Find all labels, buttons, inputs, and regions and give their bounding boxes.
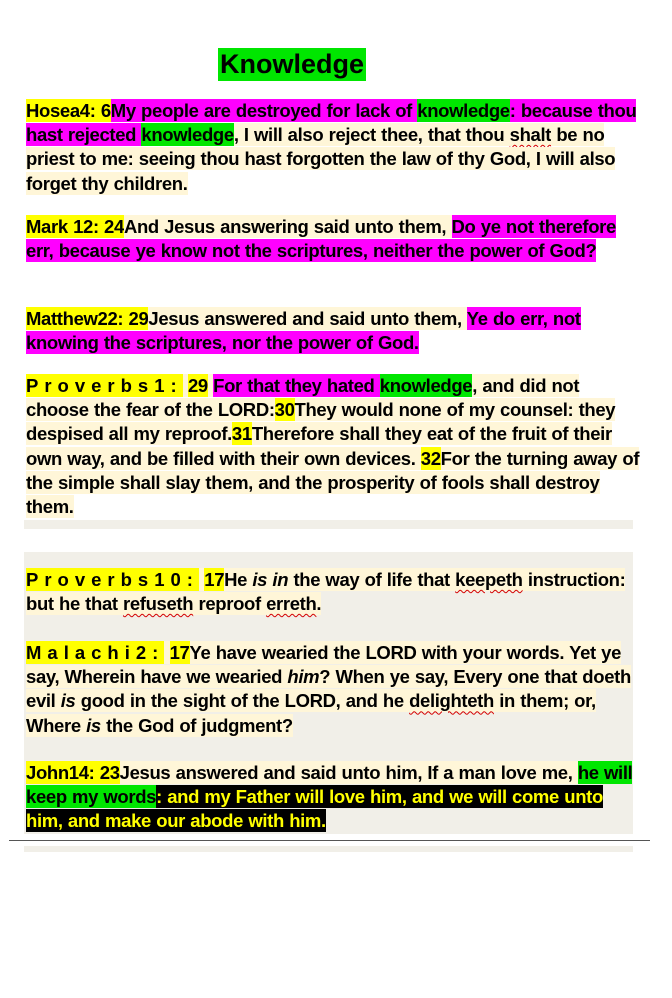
verse-paragraph-malachi (26, 641, 641, 738)
verse-reference: 30 (274, 399, 295, 421)
verse-text: delighteth (409, 690, 494, 712)
verse-text: And Jesus answering said unto them, (123, 216, 452, 237)
highlighted-keyword: knowledge (141, 124, 234, 146)
verse-reference: Hosea4: 6 (26, 100, 111, 121)
verse-text: Jesus answered and said unto him, If a man love me, (119, 762, 578, 783)
verse-text: is in (252, 569, 289, 590)
verse-reference: Matthew22: 29 (26, 308, 149, 329)
verse-text: , I will also reject thee, that thou (233, 124, 510, 146)
verse-reference: 31 (231, 423, 252, 445)
highlighted-keyword: he will keep my words (26, 762, 633, 808)
verse-paragraph-proverbs-10 (26, 568, 641, 616)
verse-text: Ye have wearied the LORD with your words. Yet ye say, Wherein have we wearied (26, 642, 622, 688)
highlighted-keyword: knowledge (379, 375, 473, 396)
verse-text: be no priest to me: seeing thou hast forgotten the law of thy God, I will also forget thy children. (26, 124, 616, 194)
verse-text: He (224, 569, 253, 590)
horizontal-rule (9, 840, 650, 841)
verse-paragraph-mark (26, 215, 641, 263)
verse-reference: Mark 12: 24 (26, 216, 124, 237)
verse-text: in them; or, Where (26, 690, 596, 736)
verse-reference: Proverbs1: (26, 375, 183, 396)
verse-text: Therefore shall they eat of the fruit of their own way, and be filled with their own devices. (26, 423, 612, 469)
highlighted-keyword: knowledge (417, 100, 510, 121)
verse-text: shalt (509, 124, 552, 146)
verse-text: refuseth (122, 593, 194, 615)
verse-reference: Proverbs10: (26, 569, 199, 590)
verse-paragraph-matthew (26, 307, 641, 355)
verse-text (164, 641, 169, 664)
highlighted-text: : and my Father will love him, and we will come unto him, and make our abode with him. (26, 786, 603, 832)
verse-text: is (60, 690, 76, 712)
verse-text: Jesus answered and said unto them, (148, 308, 467, 329)
verse-text: ? When ye say, Every one that doeth evil (26, 666, 631, 712)
verse-reference: 32 (420, 447, 441, 469)
verse-text: keepeth (455, 569, 523, 590)
document-title: Knowledge (220, 49, 365, 79)
verse-text: good in the sight of the LORD, and he (75, 690, 410, 712)
verse-paragraph-hosea (26, 99, 641, 196)
verse-text: . (316, 593, 322, 615)
page-shading-band (24, 846, 633, 852)
verse-text: the way of life that (288, 569, 456, 590)
highlighted-text: For that they hated (213, 375, 380, 396)
verse-text: For the turning away of the simple shall slay them, and the prosperity of fools shall destroy them. (26, 447, 640, 518)
verse-reference: John14: 23 (26, 762, 120, 783)
highlighted-text: : because thou hast rejected (26, 100, 637, 146)
verse-text: , and did not choose the fear of the LORD: (26, 375, 580, 421)
verse-text: instruction: but he that (26, 569, 626, 615)
verse-reference: 29 (187, 375, 208, 396)
verse-text: him (287, 666, 320, 688)
verse-reference: Malachi2: (26, 642, 165, 663)
verse-text: reproof (193, 593, 267, 615)
verse-text: erreth (266, 593, 317, 615)
verse-text: the God of judgment? (100, 714, 293, 736)
verse-reference: 17 (169, 642, 190, 663)
page-shading-band (24, 520, 633, 529)
highlighted-text: My people are destroyed for lack of (110, 100, 418, 121)
highlighted-text: Ye do err, not knowing the scriptures, nor the power of God. (26, 308, 581, 354)
highlighted-text: Do ye not therefore err, because ye know not the scriptures, neither the power of God? (26, 216, 616, 262)
verse-paragraph-john (26, 761, 641, 834)
verse-paragraph-proverbs-1 (26, 374, 641, 519)
verse-text: They would none of my counsel: they despised all my reproof. (26, 399, 616, 445)
verse-reference: 17 (204, 569, 225, 590)
verse-text: is (86, 714, 101, 736)
